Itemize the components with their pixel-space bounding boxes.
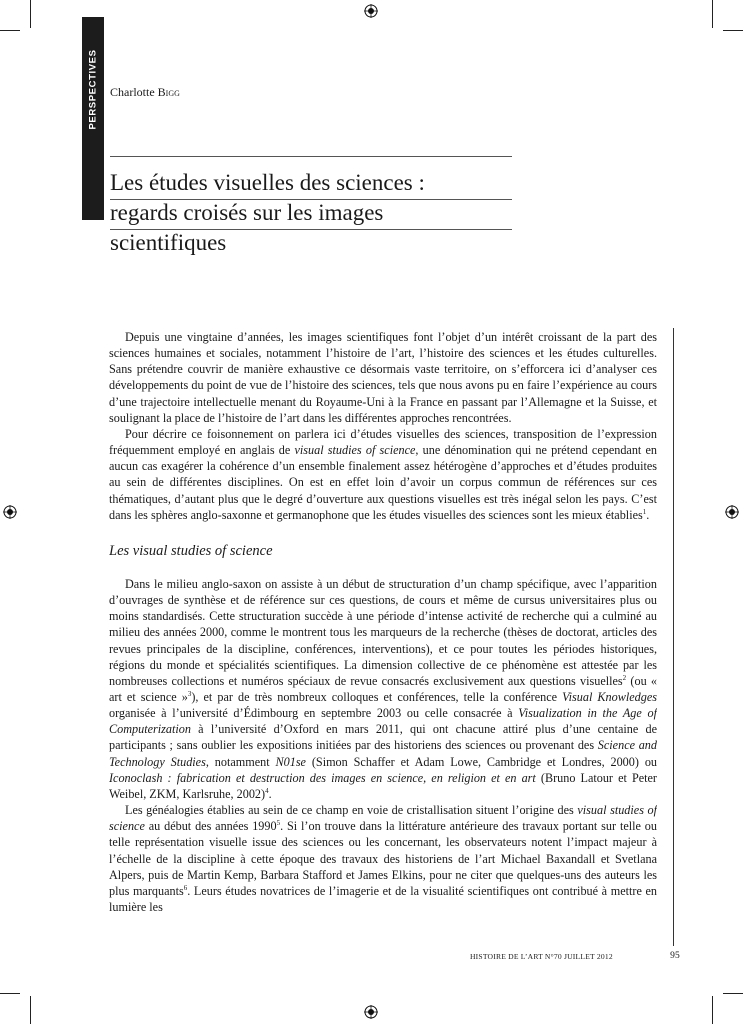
registration-mark-icon xyxy=(725,505,739,519)
page-footer xyxy=(470,952,680,961)
crop-mark xyxy=(0,30,20,31)
journal-info: HISTOIRE DE L’ART N°70 JUILLET 2012 xyxy=(470,952,613,961)
crop-mark xyxy=(30,996,31,1024)
page-number: 95 xyxy=(670,951,680,961)
author-name: Charlotte Bigg xyxy=(110,85,180,99)
crop-mark xyxy=(723,30,743,31)
paragraph: Les généalogies établies au sein de ce champ en voie de cristallisation situent l’origine des visual studies of science au début des années 1990$^5$. Si l’on trouve dans la littérature antérieure des travaux portant sur telle ou telle représentation visuelle issue des sciences ou les concernant, les observateurs notent l’impact majeur à l’échelle de la discipline à cette époque des travaux des historiens de l’art Michael Baxandall et Svetlana Alpers, puis de Martin Kemp, Barbara Stafford et James Elkins, pour ne citer que quelques-uns des auteurs les plus marquants$^6$. Leurs études novatrices de l’imagerie et de la visualité scientifiques ont contribué à mettre en lumière les xyxy=(109,803,657,914)
paragraph: Dans le milieu anglo-saxon on assiste à un début de structuration d’un champ spécifique, avec l’apparition d’ouvrages de synthèse et de référence sur ces questions, de cours et même de cursus universitaires plus ou moins standardisés. Cette structuration succède à une période d’intense activité de recherche qui a culminé au milieu des années 2000, comme le montrent tous les marqueurs de la recherche (thèses de doctorat, articles des revues principales de la discipline, conférences, interventions), et ce pour toutes les périodes historiques, régions du monde et spécialités scientifiques. La dimension collective de ce phénomène est attestée par les nombreuses collections et numéros spéciaux de revue consacrés exclusivement aux questions visuelles$^2$ (ou « art et science »$^3$), et par de très nombreux colloques et conférences, telle la conférence Visual Knowledges organisée à l’université d’Édimbourg en septembre 2003 ou celle consacrée à Visualization in the Age of Computerization à l’université d’Oxford en mars 2011, qui ont chacune attiré plus d’une centaine de participants ; sans oublier les expositions initiées par des historiens des sciences ou provenant des Science and Technology Studies, notamment N01se (Simon Schaffer et Adam Lowe, Cambridge et Londres, 2000) ou Iconoclash : fabrication et destruction des images en science, en religion et en art (Bruno Latour et Peter Weibel, ZKM, Karlsruhe, 2002)$^4$. xyxy=(109,576,657,801)
margin-rule xyxy=(673,328,674,946)
article-title: Les études visuelles des sciences : regards croisés sur les images scientifiques xyxy=(110,170,425,255)
registration-mark-icon xyxy=(364,4,378,18)
crop-mark xyxy=(712,996,713,1024)
title-line-rule xyxy=(110,199,512,200)
paragraph: Pour décrire ce foisonnement on parlera ici d’études visuelles des sciences, transposition de l’expression fréquemment employé en anglais de visual studies of science, une dénomination qui ne prétend cependant en aucun cas exagérer la cohérence d’un ensemble finalement assez hétérogène d’approches et d’études produites au sein de différentes disciplines. On est en effet loin d’avoir un corpus commun de références sur ces thématiques, d’autant plus que le degré d’ouverture aux questions visuelles est très inégal selon les pays. C’est dans les sphères anglo-saxonne et germanophone que les études visuelles des sciences sont les mieux établies$^1$. xyxy=(109,426,657,522)
crop-mark xyxy=(723,993,743,994)
crop-mark xyxy=(712,0,713,28)
section-tab-label: PERSPECTIVES xyxy=(87,49,99,130)
section-heading: Les visual studies of science xyxy=(109,542,273,559)
registration-mark-icon xyxy=(3,505,17,519)
crop-mark xyxy=(0,993,20,994)
crop-mark xyxy=(30,0,31,28)
registration-mark-icon xyxy=(364,1005,378,1019)
article-body xyxy=(109,329,657,949)
paragraph: Depuis une vingtaine d’années, les images scientifiques font l’objet d’un intérêt croissant de la part des sciences humaines et sociales, notamment l’histoire de l’art, l’histoire des sciences et les études culturelles. Sans prétendre couvrir de manière exhaustive ce désormais vaste territoire, on s’efforcera ici d’analyser ces développements du point de vue de l’histoire des sciences, tels que nous avons pu en faire l’expérience au cours d’une trajectoire intellectuelle menant du Royaume-Uni à la France en passant par l’Allemagne et la Suisse, et soulignant la place de l’histoire de l’art dans les différentes approches rencontrées. xyxy=(109,330,657,425)
title-line-rule xyxy=(110,229,512,230)
title-top-rule xyxy=(110,156,512,157)
